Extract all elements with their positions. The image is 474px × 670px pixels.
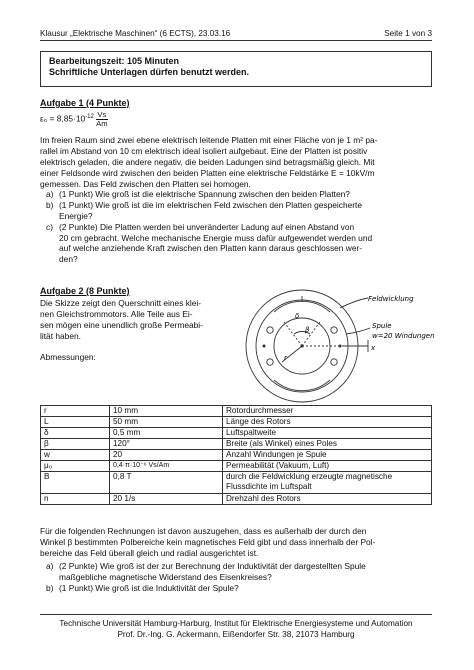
task1-question-b	[46, 200, 436, 222]
question-label: b)	[46, 583, 54, 593]
dimensions-table	[40, 405, 432, 505]
winding-slot	[331, 359, 337, 365]
unit-numerator: Vs	[97, 110, 107, 119]
question-text: (1 Punkt) Wie groß ist die im elektrischen Feld zwischen den Platten gespeicherte	[59, 200, 363, 210]
text-line: sen mögen eine unendlich große Permeabi-	[40, 319, 203, 330]
table-cell: 0,4·π·10⁻⁶ Vs/Am	[110, 461, 223, 472]
text-line: Winkel β bestimmten Polbereiche kein magnetisches Feld gibt und dass innerhalb der Pol-	[40, 536, 376, 547]
question-label: c)	[46, 222, 53, 232]
table-cell: Rotordurchmesser	[223, 406, 432, 417]
unit-denominator: Am	[96, 119, 108, 128]
radius-label: r	[284, 354, 287, 362]
text-line: Im freien Raum sind zwei ebene elektrisch leitende Platten mit einer Fläche von je 1 m² pa-	[40, 135, 378, 145]
task2-question-b	[46, 583, 436, 595]
text-line: rallel im Abstand von 10 cm elektrisch ideal isoliert aufgebaut. Eine der Platten ist positiv	[40, 145, 368, 156]
table-cell: β	[41, 439, 110, 450]
text-line: nen Gleichstrommotors. Alle Teile aus Ei-	[40, 308, 193, 319]
pole-shoe-bottom	[274, 380, 330, 391]
windungen-label: w=20 Windungen	[372, 332, 435, 340]
question-text: (1 Punkt) Wie groß ist die elektrische Spannung zwischen den beiden Platten?	[59, 189, 350, 199]
table-cell: L	[41, 417, 110, 428]
table-row	[41, 417, 432, 428]
question-text: den?	[59, 253, 78, 264]
header-divider	[40, 40, 432, 41]
epsilon-lhs: ε₀ = 8,85·10	[40, 113, 86, 124]
exam-title: Klausur „Elektrische Maschinen“ (6 ECTS), 23.03.16	[40, 29, 231, 38]
winding-slot	[331, 327, 337, 333]
question-text: auf welche anziehende Kraft zwischen den Platten kann daraus geschlossen wer-	[59, 243, 363, 254]
epsilon-formula	[40, 111, 108, 128]
task2-assumptions	[40, 526, 432, 559]
question-text: (1 Punkt) Wie groß ist die Induktivität der Spule?	[59, 583, 239, 593]
question-label: a)	[46, 561, 54, 571]
table-cell: δ	[41, 428, 110, 439]
table-row	[41, 472, 432, 494]
table-cell: 0,5 mm	[110, 428, 223, 439]
table-cell: Permeabilität (Vakuum, Luft)	[223, 461, 432, 472]
feldwicklung-leader	[340, 298, 368, 308]
task2-question-a	[46, 561, 436, 583]
text-line: Die Skizze zeigt den Querschnitt eines klei-	[40, 298, 202, 308]
winding-dot	[263, 345, 266, 348]
feldwicklung-label: Feldwicklung	[368, 295, 414, 303]
table-row	[41, 406, 432, 417]
winding-dot	[339, 345, 342, 348]
text-line: Für die folgenden Rechnungen ist davon auszugehen, dass es außerhalb der durch den	[40, 526, 367, 536]
question-label: a)	[46, 189, 54, 199]
pole-shoe-top	[274, 301, 330, 312]
spule-label: Spule	[372, 322, 392, 330]
delta-label: δ	[295, 312, 300, 320]
text-line: einer Feldsonde wird zwischen den beiden Platten eine elektrische Feldstärke E = 10kV/m	[40, 167, 375, 178]
motor-cross-section-sketch	[240, 288, 440, 404]
page-number: Seite 1 von 3	[384, 29, 432, 38]
table-cell: 120°	[110, 439, 223, 450]
rotor-center	[300, 344, 303, 347]
task1-text	[40, 135, 432, 190]
table-cell: 20	[110, 450, 223, 461]
table-cell: μ₀	[41, 461, 110, 472]
epsilon-unit	[96, 111, 107, 128]
table-row	[41, 428, 432, 439]
question-label: b)	[46, 200, 54, 210]
table-cell: B	[41, 472, 110, 494]
table-cell: 10 mm	[110, 406, 223, 417]
task2-intro	[40, 298, 240, 342]
question-text: (2 Punkte) Wie groß ist der zur Berechnung der Induktivität der dargestellten Spule	[59, 561, 366, 571]
table-cell: Breite (als Winkel) eines Poles	[223, 439, 432, 450]
winding-slot	[267, 359, 273, 365]
table-cell: Luftspaltweite	[223, 428, 432, 439]
dimensions-label: Abmessungen:	[40, 352, 96, 362]
table-cell: 50 mm	[110, 417, 223, 428]
time-limit: Bearbeitungszeit: 105 Minuten	[49, 56, 180, 66]
table-cell: r	[41, 406, 110, 417]
table-cell-multiline: durch die Feldwicklung erzeugte magnetische Flussdichte im Luftspalt	[223, 472, 432, 494]
table-cell: w	[41, 450, 110, 461]
footer-address: Prof. Dr.-Ing. G. Ackermann, Eißendorfer Str. 38, 21073 Hamburg	[117, 630, 355, 639]
text-line: elektrisch geladen, die andere negativ, die beiden Ladungen sind betragsmäßig gleich. Mit	[40, 156, 375, 167]
footer-institute: Technische Universität Hamburg-Harburg, Institut für Elektrische Energiesysteme und Automation	[59, 619, 413, 628]
question-text: 20 cm gebracht. Welche mechanische Energie muss dafür aufgewendet werden und	[59, 232, 373, 243]
question-text: Energie?	[59, 210, 93, 221]
beta-label: β	[305, 326, 310, 334]
task1-heading: Aufgabe 1 (4 Punkte)	[40, 98, 130, 108]
table-cell: Länge des Rotors	[223, 417, 432, 428]
text-line: lität haben.	[40, 330, 81, 341]
x-label: x	[371, 344, 376, 352]
table-cell: Anzahl Windungen je Spule	[223, 450, 432, 461]
task1-question-c	[46, 222, 436, 266]
text-line: gemessen. Das Feld zwischen den Platten sei homogen.	[40, 178, 251, 189]
table-cell: 0,8 T	[110, 472, 223, 494]
table-row	[41, 450, 432, 461]
table-row	[41, 461, 432, 472]
task2-heading: Aufgabe 2 (8 Punkte)	[40, 286, 130, 296]
table-cell: 20 1/s	[110, 494, 223, 505]
table-row	[41, 494, 432, 505]
text-line: bereiche das Feld überall gleich und radial ausgerichtet ist.	[40, 547, 259, 558]
question-text: (2 Punkte) Die Platten werden bei unveränderter Ladung auf einen Abstand von	[59, 222, 355, 232]
spule-leader	[346, 328, 370, 334]
footer-divider	[40, 614, 432, 615]
table-cell: n	[41, 494, 110, 505]
table-cell: Drehzahl des Rotors	[223, 494, 432, 505]
aids-note: Schriftliche Unterlagen dürfen benutzt werden.	[49, 67, 250, 77]
epsilon-exponent: -12	[85, 113, 94, 120]
winding-slot	[267, 327, 273, 333]
question-text: maßgebliche magnetische Widerstand des Eisenkreises?	[59, 571, 272, 582]
info-box	[40, 51, 432, 87]
table-row	[41, 439, 432, 450]
